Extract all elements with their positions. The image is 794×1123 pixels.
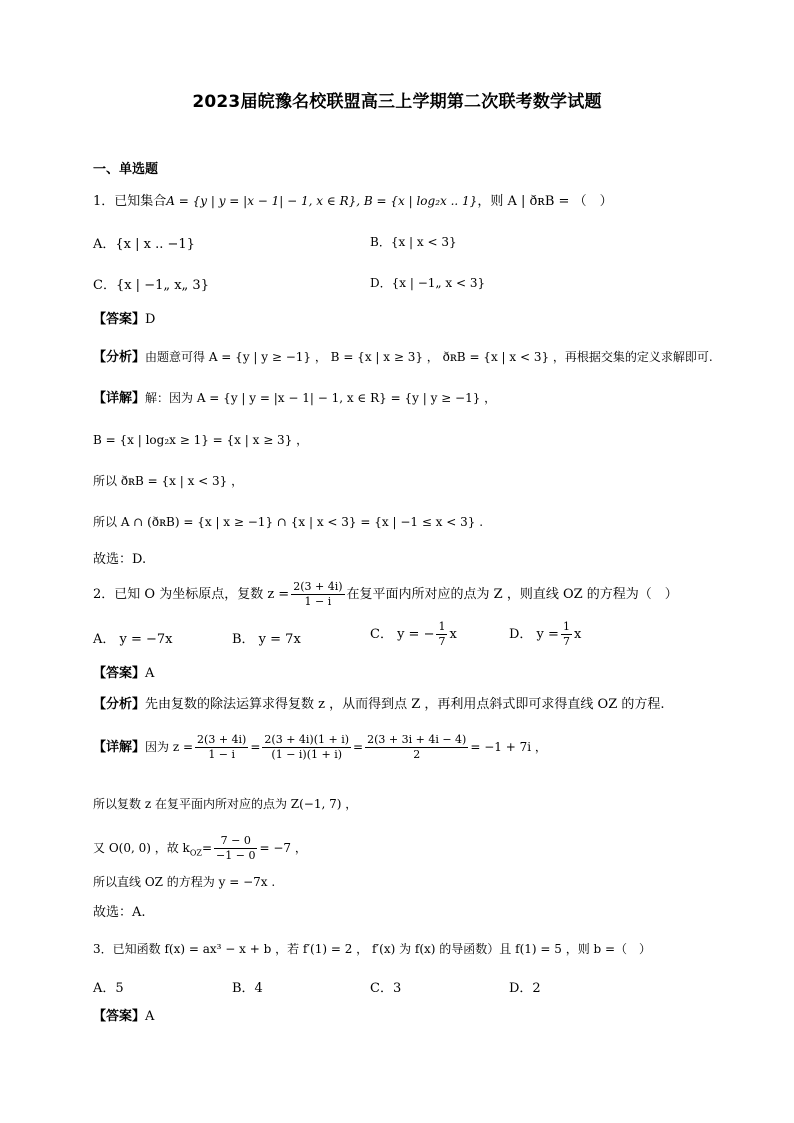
fraction-denominator: 1 − i [304, 595, 332, 608]
q2-option-c-fraction [436, 620, 447, 649]
q2-option-d-post: x [573, 627, 582, 642]
analysis-text: 由题意可得 A = {y | y ≥ −1} ， B = {x | x ≥ 3} ， ðʀB = {x | x < 3} ，再根据交集的定义求解即可. [145, 350, 713, 364]
slope-fraction [214, 834, 257, 863]
q1-stem-text: 1．已知集合 [93, 194, 167, 209]
q1-analysis [93, 348, 713, 367]
q2-detail-4: 所以直线 OZ 的方程为 y = −7x . [93, 875, 276, 889]
detail-3-pre: 又 O(0, 0) ，故 k [93, 841, 190, 855]
q2-stem-post: 在复平面内所对应的点为 Z ，则直线 OZ 的方程为（ ） [346, 587, 678, 602]
question-1-stem [93, 192, 613, 211]
answer-tag: 【答案】 [93, 666, 146, 681]
fraction-numerator: 1 [438, 620, 446, 633]
detail-tag: 【详解】 [93, 740, 146, 755]
analysis-tag: 【分析】 [93, 697, 146, 712]
q2-option-b: B． y = 7x [232, 632, 301, 647]
q2-detail-3 [93, 834, 307, 863]
fraction-denominator: (1 − i)(1 + i) [271, 748, 343, 761]
q3-option-c: C．3 [370, 981, 402, 996]
answer-value: D [145, 312, 156, 327]
q2-option-c-post: x [449, 627, 457, 642]
q1-answer [93, 311, 155, 329]
q2-option-d [509, 620, 581, 649]
fraction-denominator: 1 − i [208, 748, 236, 761]
answer-value: A [145, 1009, 155, 1024]
q1-detail-2: B = {x | log₂x ≥ 1} = {x | x ≥ 3} ， [93, 433, 309, 447]
detail-fraction-2 [262, 733, 351, 762]
section-heading: 一、单选题 [93, 162, 159, 177]
fraction-numerator: 2(3 + 3i + 4i − 4) [367, 733, 467, 746]
fraction-denominator: 7 [438, 635, 446, 648]
q1-option-b: B．{x | x < 3} [370, 235, 457, 249]
detail-post: = −1 + 7i ， [470, 740, 547, 754]
detail-3-eq: = [201, 841, 213, 855]
q1-set-b: , B = {x | log₂x .. 1} [356, 194, 478, 208]
analysis-tag: 【分析】 [93, 350, 146, 365]
q2-option-c [370, 620, 457, 649]
answer-tag: 【答案】 [93, 1009, 146, 1024]
q2-choose: 故选：A. [93, 905, 146, 920]
q3-answer [93, 1008, 154, 1026]
q3-option-d: D．2 [509, 981, 541, 996]
q1-option-a: A．{x | x .. −1} [93, 237, 195, 252]
q1-detail-1 [93, 389, 496, 408]
fraction-numerator: 7 − 0 [214, 834, 257, 849]
q2-option-d-fraction [561, 620, 572, 649]
q2-stem-fraction [291, 580, 344, 609]
q2-detail-2: 所以复数 z 在复平面内所对应的点为 Z(−1, 7) ， [93, 797, 358, 811]
detail-3-post: = −7 ， [259, 841, 307, 855]
question-2-stem [93, 580, 678, 609]
q1-detail-3: 所以 ðʀB = {x | x < 3} ， [93, 474, 244, 488]
q1-stem-tail: ，则 A | ðʀB = （ ） [477, 194, 613, 209]
detail-tag: 【详解】 [93, 391, 146, 406]
detail-pre: 因为 z = [145, 740, 194, 754]
fraction-numerator: 1 [562, 620, 570, 633]
q2-answer [93, 665, 154, 683]
slope-subscript: OZ [189, 848, 202, 858]
q1-set-a: A = {y | y = |x − 1| − 1, x ∈ R} [166, 194, 357, 208]
q2-detail-1: 【详解】因为 z = $\frac{2(3 + 4i)}{1 - i}$ = $\frac{2(3 + 4i)(1 + i)}{(1 - i)(1 + i)}$ = $\frac{2(3 + 3i + 4i - 4)}{2}$ = −1 + 7i ， [93, 733, 547, 761]
q3-option-b: B．4 [232, 981, 263, 996]
fraction-denominator: −1 − 0 [216, 849, 256, 862]
detail-fraction-3 [365, 733, 468, 762]
q2-stem-pre: 2．已知 O 为坐标原点，复数 z = [93, 587, 290, 602]
detail-fraction-1 [195, 733, 248, 762]
q2-option-c-pre: C． y = − [370, 627, 435, 642]
question-3-stem: 3．已知函数 f(x) = ax³ − x + b ，若 f′(1) = 2 ， f′(x) 为 f(x) 的导函数）且 f(1) = 5 ，则 b =（ ） [93, 942, 652, 956]
answer-value: A [145, 666, 155, 681]
q1-option-c: C．{x | −1„ x„ 3} [93, 278, 209, 293]
fraction-numerator: 2(3 + 4i) [197, 733, 247, 746]
q2-analysis [93, 696, 665, 714]
fraction-numerator: 2(3 + 4i) [293, 580, 343, 593]
q2-option-a: A． y = −7x [93, 632, 173, 647]
fraction-denominator: 7 [562, 635, 570, 648]
q1-choose: 故选：D. [93, 552, 147, 567]
detail-text: 解：因为 A = {y | y = |x − 1| − 1, x ∈ R} = {y | y ≥ −1} ， [145, 391, 497, 405]
q1-option-d: D．{x | −1„ x < 3} [370, 276, 486, 290]
analysis-text: 先由复数的除法运算求得复数 z ，从而得到点 Z ，再利用点斜式即可求得直线 OZ 的方程. [145, 697, 665, 712]
q3-option-a: A．5 [93, 981, 124, 996]
page-title: 2023届皖豫名校联盟高三上学期第二次联考数学试题 [192, 92, 602, 112]
q1-detail-4: 所以 A ∩ (ðʀB) = {x | x ≥ −1} ∩ {x | x < 3} = {x | −1 ≤ x < 3} . [93, 515, 484, 529]
fraction-denominator: 2 [413, 748, 421, 761]
q2-option-d-pre: D． y = [509, 627, 559, 642]
answer-tag: 【答案】 [93, 312, 146, 327]
fraction-numerator: 2(3 + 4i)(1 + i) [264, 733, 350, 746]
